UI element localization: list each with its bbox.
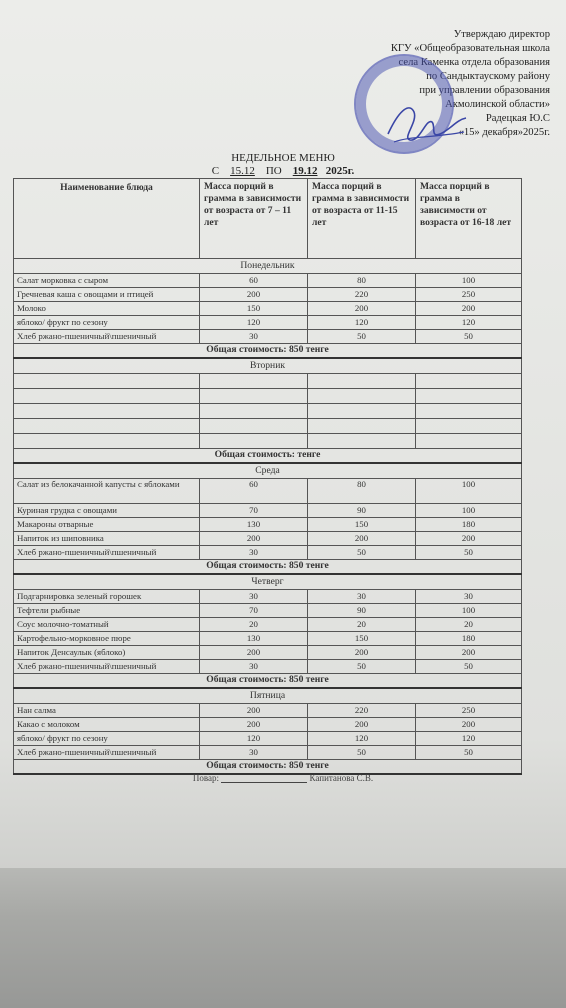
dish-name: Нан салма — [14, 704, 200, 718]
menu-table — [13, 178, 522, 775]
dish-name: Хлеб ржано-пшеничный\пшеничный — [14, 746, 200, 760]
dish-name: Какао с молоком — [14, 718, 200, 732]
dish-name: Макароны отварные — [14, 518, 200, 532]
total-row — [14, 674, 522, 689]
portion-11-15: 150 — [308, 518, 416, 532]
portion-7-11: 120 — [200, 732, 308, 746]
portion-16-18: 200 — [416, 302, 522, 316]
date-suffix: 2025г. — [325, 165, 355, 177]
approval-line: КГУ «Общеобразовательная школа — [390, 43, 550, 54]
date-from: 15.12 — [230, 165, 255, 177]
table-row — [14, 732, 522, 746]
portion-16-18: 50 — [416, 660, 522, 674]
day-name: Пятница — [14, 688, 522, 704]
table-row — [14, 546, 522, 560]
day-row — [14, 463, 522, 479]
approval-line: при управлении образования — [419, 85, 550, 96]
day-name: Вторник — [14, 358, 522, 374]
empty-row — [14, 419, 522, 434]
dish-name: Куриная грудка с овощами — [14, 504, 200, 518]
total-row — [14, 344, 522, 359]
portion-11-15: 50 — [308, 746, 416, 760]
dish-name: Тефтели рыбные — [14, 604, 200, 618]
portion-11-15: 200 — [308, 646, 416, 660]
date-to: 19.12 — [292, 165, 318, 177]
background-surface — [0, 868, 566, 1008]
day-row — [14, 358, 522, 374]
table-row — [14, 604, 522, 618]
dish-name: Напиток Денсаулык (яблоко) — [14, 646, 200, 660]
empty-row — [14, 404, 522, 419]
dish-name: Салат морковка с сыром — [14, 274, 200, 288]
portion-16-18: 120 — [416, 732, 522, 746]
portion-16-18: 100 — [416, 504, 522, 518]
portion-11-15: 90 — [308, 604, 416, 618]
portion-7-11: 60 — [200, 274, 308, 288]
table-row — [14, 518, 522, 532]
date-range — [0, 165, 566, 177]
cook-name: Капитанова С.В. — [309, 773, 374, 783]
portion-16-18: 200 — [416, 646, 522, 660]
dish-name: Хлеб ржано-пшеничный\пшеничный — [14, 660, 200, 674]
portion-7-11: 30 — [200, 746, 308, 760]
approval-line: Акмолинской области» — [445, 99, 550, 110]
day-row — [14, 688, 522, 704]
portion-11-15: 150 — [308, 632, 416, 646]
dish-name: Хлеб ржано-пшеничный\пшеничный — [14, 330, 200, 344]
approval-line: по Сандыктаускому району — [426, 71, 550, 82]
portion-16-18: 100 — [416, 274, 522, 288]
portion-16-18: 50 — [416, 330, 522, 344]
header-row — [14, 179, 522, 259]
portion-11-15: 220 — [308, 704, 416, 718]
portion-16-18: 200 — [416, 532, 522, 546]
dish-name: Хлеб ржано-пшеничный\пшеничный — [14, 546, 200, 560]
table-row — [14, 718, 522, 732]
portion-7-11: 130 — [200, 632, 308, 646]
day-total: Общая стоимость: 850 тенге — [14, 560, 522, 575]
portion-7-11: 70 — [200, 604, 308, 618]
empty-row — [14, 434, 522, 449]
day-name: Четверг — [14, 574, 522, 590]
day-name: Среда — [14, 463, 522, 479]
header-name: Наименование блюда — [14, 179, 200, 259]
table-row — [14, 532, 522, 546]
page-title: НЕДЕЛЬНОЕ МЕНЮ — [231, 152, 335, 164]
approval-line: Утверждаю директор — [453, 29, 550, 40]
portion-7-11: 30 — [200, 330, 308, 344]
table-row — [14, 618, 522, 632]
dish-name: Напиток из шиповника — [14, 532, 200, 546]
cook-signature-line — [0, 772, 566, 783]
portion-16-18: 250 — [416, 704, 522, 718]
dish-name: Соус молочно-томатный — [14, 618, 200, 632]
date-mid: ПО — [265, 165, 282, 177]
portion-11-15: 200 — [308, 302, 416, 316]
empty-row — [14, 389, 522, 404]
portion-11-15: 50 — [308, 546, 416, 560]
director-signature — [380, 98, 470, 148]
portion-7-11: 30 — [200, 590, 308, 604]
portion-11-15: 120 — [308, 732, 416, 746]
portion-11-15: 50 — [308, 660, 416, 674]
approval-date: «15» декабря»2025г. — [458, 127, 550, 138]
portion-11-15: 80 — [308, 479, 416, 504]
portion-7-11: 60 — [200, 479, 308, 504]
signature-line — [221, 772, 307, 783]
dish-name: Салат из белокачанной капусты с яблоками — [14, 479, 200, 504]
table-row — [14, 590, 522, 604]
total-row — [14, 449, 522, 464]
portion-7-11: 150 — [200, 302, 308, 316]
day-name: Понедельник — [14, 259, 522, 274]
portion-11-15: 220 — [308, 288, 416, 302]
portion-7-11: 30 — [200, 546, 308, 560]
portion-11-15: 50 — [308, 330, 416, 344]
table-row — [14, 704, 522, 718]
dish-name: Подгарнировка зеленый горошек — [14, 590, 200, 604]
header-age-16-18: Масса порций в грамма в зависимости от возраста от 16-18 лет — [416, 179, 522, 259]
portion-16-18: 20 — [416, 618, 522, 632]
table-row — [14, 302, 522, 316]
dish-name: Молоко — [14, 302, 200, 316]
portion-16-18: 250 — [416, 288, 522, 302]
portion-16-18: 30 — [416, 590, 522, 604]
portion-7-11: 20 — [200, 618, 308, 632]
portion-7-11: 130 — [200, 518, 308, 532]
approval-line: Радецкая Ю.С — [485, 113, 550, 124]
day-total: Общая стоимость: 850 тенге — [14, 760, 522, 775]
header-age-7-11: Масса порций в грамма в зависимости от возраста от 7 – 11 лет — [200, 179, 308, 259]
table-row — [14, 288, 522, 302]
approval-line: села Каменка отдела образования — [398, 57, 550, 68]
portion-7-11: 200 — [200, 718, 308, 732]
table-row — [14, 330, 522, 344]
table-row — [14, 646, 522, 660]
portion-11-15: 90 — [308, 504, 416, 518]
dish-name: яблоко/ фрукт по сезону — [14, 732, 200, 746]
table-row — [14, 632, 522, 646]
portion-16-18: 200 — [416, 718, 522, 732]
portion-16-18: 50 — [416, 546, 522, 560]
dish-name: Гречневая каша с овощами и птицей — [14, 288, 200, 302]
table-row — [14, 274, 522, 288]
header-age-11-15: Масса порций в грамма в зависимости от возраста от 11-15 лет — [308, 179, 416, 259]
cook-label: Повар: — [192, 773, 219, 783]
portion-7-11: 200 — [200, 646, 308, 660]
portion-11-15: 30 — [308, 590, 416, 604]
portion-16-18: 180 — [416, 632, 522, 646]
portion-7-11: 200 — [200, 532, 308, 546]
portion-7-11: 200 — [200, 288, 308, 302]
portion-16-18: 100 — [416, 604, 522, 618]
day-row — [14, 259, 522, 274]
table-row — [14, 479, 522, 504]
portion-7-11: 120 — [200, 316, 308, 330]
table-row — [14, 316, 522, 330]
day-total: Общая стоимость: тенге — [14, 449, 522, 464]
day-row — [14, 574, 522, 590]
day-total: Общая стоимость: 850 тенге — [14, 344, 522, 359]
portion-11-15: 20 — [308, 618, 416, 632]
portion-7-11: 30 — [200, 660, 308, 674]
portion-7-11: 70 — [200, 504, 308, 518]
dish-name: Картофельно-морковное пюре — [14, 632, 200, 646]
date-prefix: С — [211, 165, 220, 177]
portion-11-15: 200 — [308, 532, 416, 546]
portion-16-18: 120 — [416, 316, 522, 330]
empty-row — [14, 374, 522, 389]
day-total: Общая стоимость: 850 тенге — [14, 674, 522, 689]
table-row — [14, 504, 522, 518]
portion-11-15: 200 — [308, 718, 416, 732]
portion-7-11: 200 — [200, 704, 308, 718]
portion-11-15: 120 — [308, 316, 416, 330]
dish-name: яблоко/ фрукт по сезону — [14, 316, 200, 330]
portion-16-18: 50 — [416, 746, 522, 760]
portion-16-18: 100 — [416, 479, 522, 504]
total-row — [14, 560, 522, 575]
portion-11-15: 80 — [308, 274, 416, 288]
portion-16-18: 180 — [416, 518, 522, 532]
table-row — [14, 746, 522, 760]
table-row — [14, 660, 522, 674]
